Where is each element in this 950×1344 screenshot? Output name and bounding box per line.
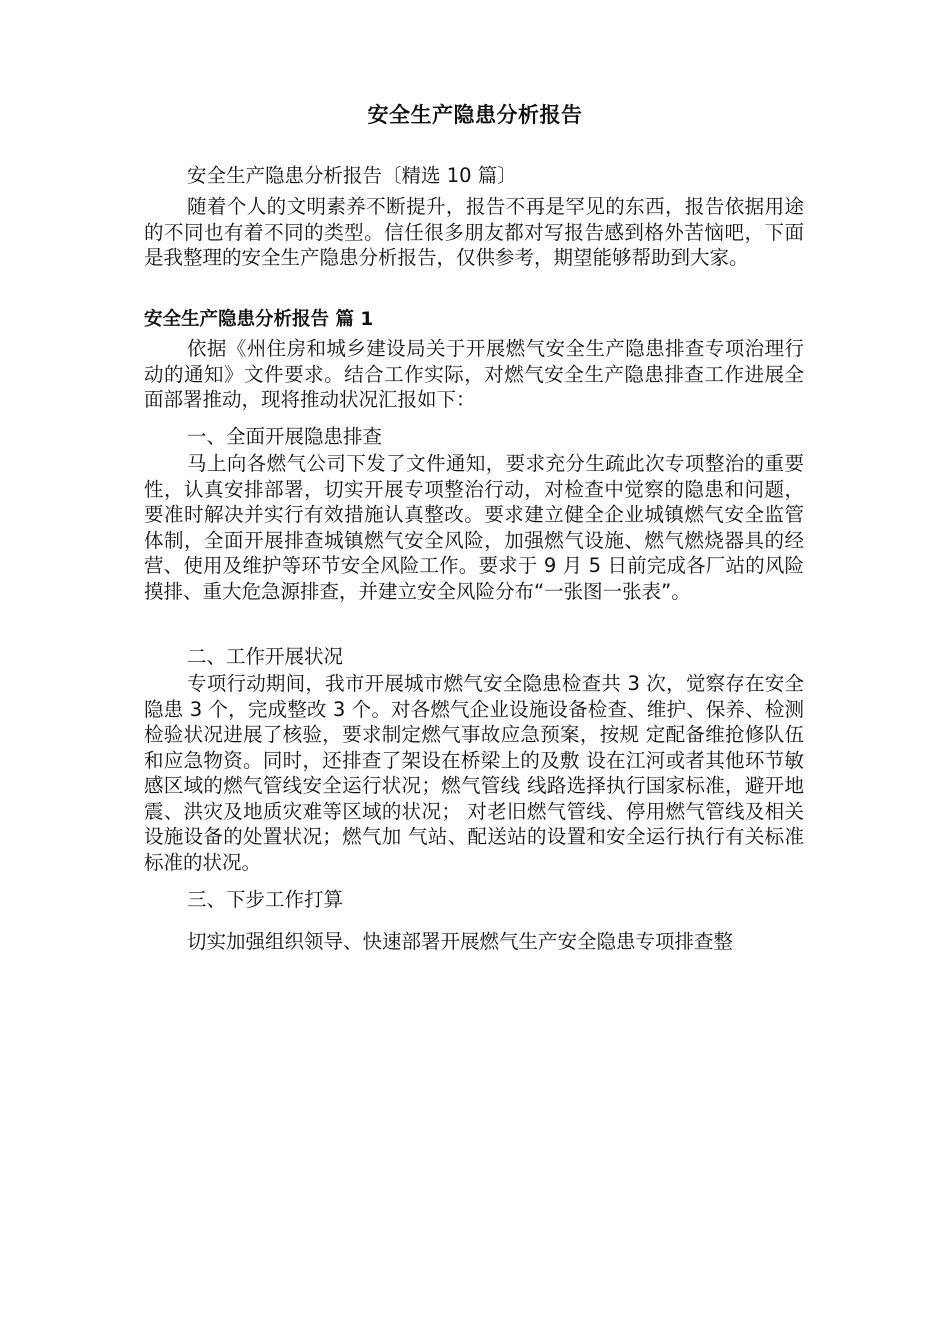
section-title: 安全生产隐患分析报告 篇 1	[144, 309, 374, 330]
document-title: 安全生产隐患分析报告	[367, 103, 583, 127]
heading-2: 二、工作开展状况	[187, 645, 344, 668]
paragraph-1: 依据《州住房和城乡建设局关于开展燃气安全生产隐患排查专项治理行动的通知》文件要求。结合工作实际，对燃气安全生产隐患排查工作进展全面部署推动，现将推动状况汇报如下：	[144, 337, 804, 411]
paragraph-3: 专项行动期间，我市开展城市燃气安全隐患检查共 3 次，觉察存在安全隐患 3 个，完成整改 3 个。对各燃气企业设施设备检查、维护、保养、检测检验状况进展了核验，要求制定燃气事故应急预案，按规 定配备维抢修队伍和应急物资。同时，还排查了架设在桥梁上的及敷 设在江河或者其他环节敏感区域的燃气管线安全运行状况；燃气管线 线路选择执行国家标准，避开地震、洪灾及地质灾难等区域的状况； 对老旧燃气管线、停用燃气管线及相关设施设备的处置状况；燃气加 气站、配送站的设置和安全运行执行有关标准标准的状况。	[144, 672, 804, 874]
paragraph-4: 切实加强组织领导、快速部署开展燃气生产安全隐患专项排查整	[187, 930, 734, 953]
paragraph-2: 马上向各燃气公司下发了文件通知，要求充分生疏此次专项整治的重要性，认真安排部署，切实开展专项整治行动，对检查中觉察的隐患和问题，要准时解决并实行有效措施认真整改。要求建立健全企业城镇燃气安全监管体制，全面开展排查城镇燃气安全风险，加强燃气设施、燃气燃烧器具的经营、使用及维护等环节安全风险工作。要求于 9 月 5 日前完成各厂站的风险摸排、重大危急源排查，并建立安全风险分布“一张图一张表”。	[144, 452, 804, 603]
document-subtitle: 安全生产隐患分析报告〔精选 10 篇〕	[187, 164, 517, 187]
intro-paragraph: 随着个人的文明素养不断提升，报告不再是罕见的东西，报告依据用途的不同也有着不同的类型。信任很多朋友都对写报告感到格外苦恼吧，下面是我整理的安全生产隐患分析报告，仅供参考，期望能够帮助到大家。	[144, 195, 804, 269]
heading-1: 一、全面开展隐患排查	[187, 425, 383, 448]
heading-3: 三、下步工作打算	[187, 888, 344, 911]
